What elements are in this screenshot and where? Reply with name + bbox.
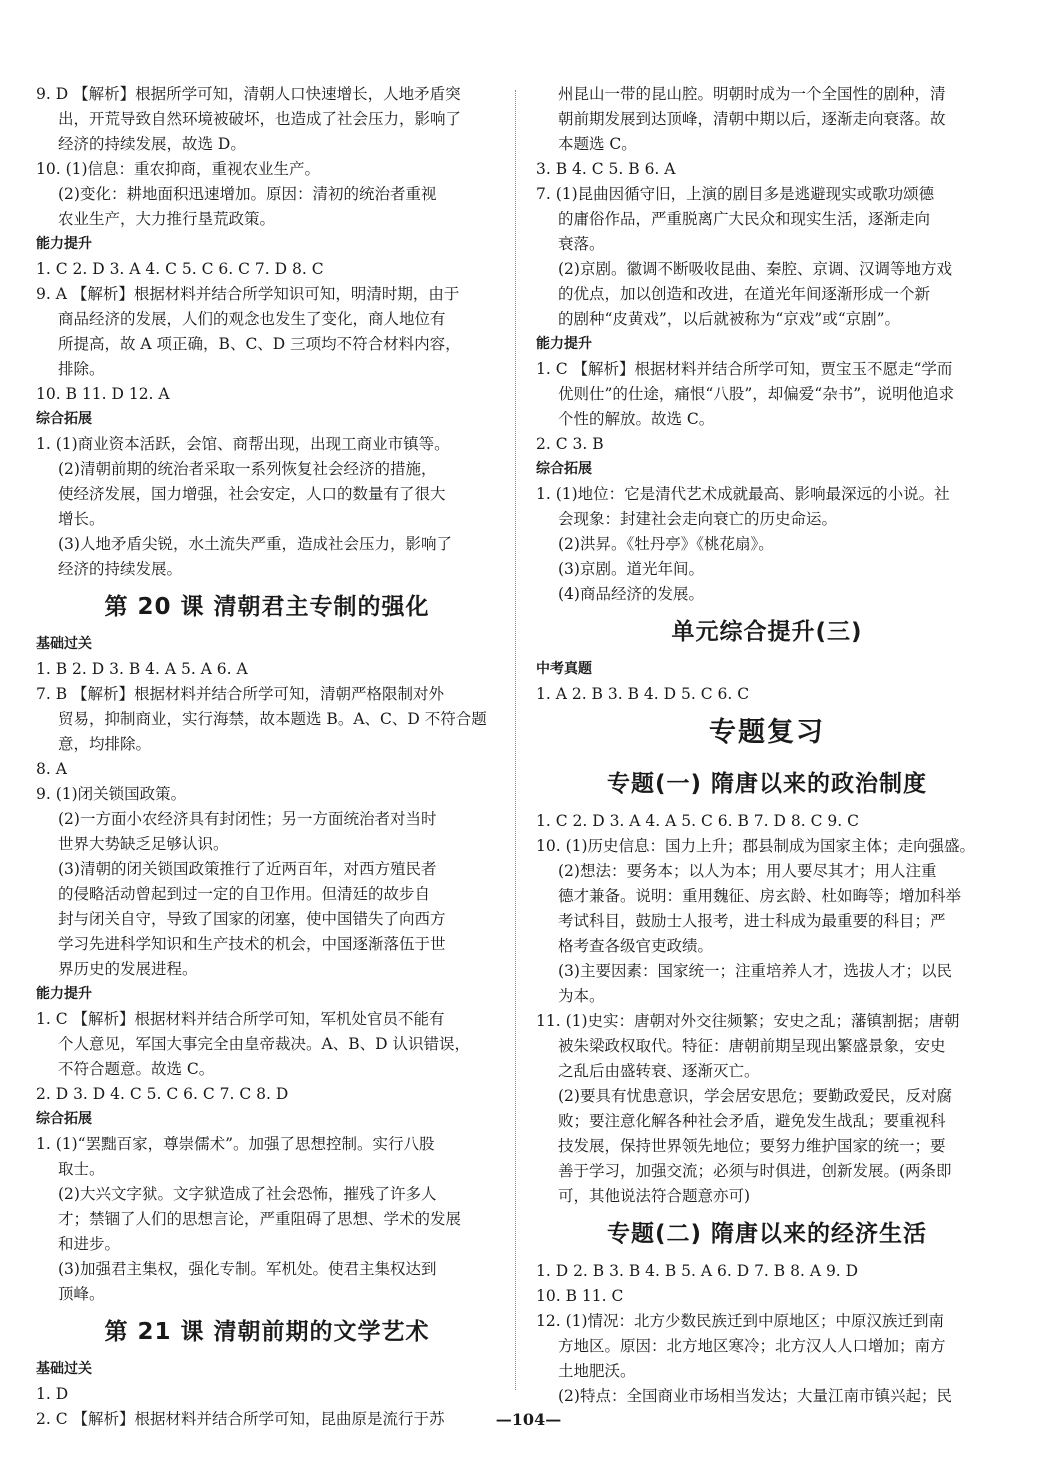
text-line: 商品经济的发展，人们的观念也发生了变化，商人地位有	[58, 310, 446, 328]
section-label: 中考真题	[536, 661, 592, 677]
left-column	[36, 82, 498, 1432]
text-line: 朝前期发展到达顶峰，清朝中期以后，逐渐走向衰落。故	[558, 110, 946, 128]
text-line: (4)商品经济的发展。	[558, 585, 704, 603]
section-label: 基础过关	[36, 1361, 92, 1377]
column-divider	[515, 90, 516, 1390]
text-line: 9. A 【解析】根据材料并结合所学知识可知，明清时期，由于	[36, 285, 460, 303]
text-line: 使经济发展，国力增强，社会安定，人口的数量有了很大	[58, 485, 446, 503]
text-line: (2)特点：全国商业市场相当发达；大量江南市镇兴起；民	[558, 1387, 952, 1405]
text-line: 世界大势缺乏足够认识。	[58, 835, 229, 853]
text-line: (3)清朝的闭关锁国政策推行了近两百年，对西方殖民者	[58, 860, 437, 878]
text-line: 1. A 2. B 3. B 4. D 5. C 6. C	[536, 685, 750, 703]
text-line: (3)主要因素：国家统一；注重培养人才，选拔人才；以民	[558, 962, 952, 980]
text-line: (2)想法：要务本；以人为本；用人要尽其才；用人注重	[558, 862, 937, 880]
text-line: 善于学习，加强交流；必须与时俱进，创新发展。(两条即	[558, 1162, 952, 1180]
text-line: 技发展，保持世界领先地位；要努力维护国家的统一；要	[558, 1137, 946, 1155]
text-line: 1. C 2. D 3. A 4. A 5. C 6. B 7. D 8. C 9. C	[536, 812, 859, 830]
text-line: (2)京剧。徽调不断吸收昆曲、秦腔、京调、汉调等地方戏	[558, 260, 952, 278]
section-label: 能力提升	[36, 986, 92, 1002]
text-line: 10. (1)历史信息：国力上升；郡县制成为国家主体；走向强盛。	[536, 837, 976, 855]
text-line: (2)清朝前期的统治者采取一系列恢复社会经济的措施，	[58, 460, 437, 478]
text-line: 的剧种“皮黄戏”，以后就被称为“京戏”或“京剧”。	[558, 310, 901, 328]
text-line: (2)变化：耕地面积迅速增加。原因：清初的统治者重视	[58, 185, 437, 203]
text-line: 的侵略活动曾起到过一定的自卫作用。但清廷的故步自	[58, 885, 431, 903]
text-line: 衰落。	[558, 235, 605, 253]
text-line: (3)加强君主集权，强化专制。军机处。使君主集权达到	[58, 1260, 437, 1278]
section-label: 能力提升	[536, 336, 592, 352]
text-line: 会现象：封建社会走向衰亡的历史命运。	[558, 510, 838, 528]
text-line: 德才兼备。说明：重用魏征、房玄龄、杜如晦等；增加科举	[558, 887, 962, 905]
text-line: 2. C 3. B	[536, 435, 604, 453]
text-line: (2)一方面小农经济具有封闭性；另一方面统治者对当时	[58, 810, 437, 828]
text-line: 被朱梁政权取代。特征：唐朝前期呈现出繁盛景象，安史	[558, 1037, 946, 1055]
text-line: 排除。	[58, 360, 105, 378]
text-line: 8. A	[36, 760, 67, 778]
text-line: (3)京剧。道光年间。	[558, 560, 704, 578]
text-line: 1. (1)地位：它是清代艺术成就最高、影响最深远的小说。社	[536, 485, 950, 503]
section-heading: 专题(二) 隋唐以来的经济生活	[606, 1221, 928, 1247]
section-label: 基础过关	[36, 636, 92, 652]
text-line: 顶峰。	[58, 1285, 105, 1303]
text-line: (2)要具有忧患意识，学会居安思危；要勤政爱民，反对腐	[558, 1087, 952, 1105]
text-line: 1. (1)商业资本活跃，会馆、商帮出现，出现工商业市镇等。	[36, 435, 450, 453]
text-line: 1. (1)“罢黜百家，尊崇儒术”。加强了思想控制。实行八股	[36, 1135, 435, 1153]
section-label: 综合拓展	[36, 1111, 92, 1127]
text-line: 个性的解放。故选 C。	[558, 410, 715, 428]
text-line: 10. B 11. C	[536, 1287, 624, 1305]
text-line: 优则仕”的仕途，痛恨“八股”，却偏爱“杂书”，说明他追求	[558, 385, 955, 403]
text-line: 之乱后由盛转衰、逐渐灭亡。	[558, 1062, 760, 1080]
text-line: (3)人地矛盾尖锐，水土流失严重，造成社会压力，影响了	[58, 535, 452, 553]
text-line: 12. (1)情况：北方少数民族迁到中原地区；中原汉族迁到南	[536, 1312, 945, 1330]
text-line: 7. (1)昆曲因循守旧，上演的剧目多是逃避现实或歌功颂德	[536, 185, 935, 203]
text-line: 才；禁锢了人们的思想言论，严重阻碍了思想、学术的发展	[58, 1210, 462, 1228]
text-line: 学习先进科学知识和生产技术的机会，中国逐渐落伍于世	[58, 935, 446, 953]
text-line: 州昆山一带的昆山腔。明朝时成为一个全国性的剧种，清	[558, 85, 946, 103]
text-line: 方地区。原因：北方地区寒冷；北方汉人人口增加；南方	[558, 1337, 946, 1355]
chapter-heading: 专题复习	[709, 717, 825, 748]
text-line: 1. C 【解析】根据材料并结合所学可知，军机处官员不能有	[36, 1010, 445, 1028]
text-line: 考试科目，鼓励士人报考，进士科成为最重要的科目；严	[558, 912, 946, 930]
text-line: 的优点，加以创造和改进，在道光年间逐渐形成一个新	[558, 285, 931, 303]
text-line: 2. C 【解析】根据材料并结合所学可知，昆曲原是流行于苏	[36, 1410, 445, 1428]
text-line: 1. C 【解析】根据材料并结合所学可知，贾宝玉不愿走“学而	[536, 360, 953, 378]
text-line: 农业生产，大力推行垦荒政策。	[58, 210, 276, 228]
section-heading: 专题(一) 隋唐以来的政治制度	[606, 771, 928, 797]
section-heading: 第 20 课 清朝君主专制的强化	[104, 594, 430, 620]
text-line: 1. C 2. D 3. A 4. C 5. C 6. C 7. D 8. C	[36, 260, 324, 278]
text-line: 经济的持续发展。	[58, 560, 183, 578]
section-heading: 第 21 课 清朝前期的文学艺术	[104, 1319, 430, 1345]
text-line: (2)大兴文字狱。文字狱造成了社会恐怖，摧残了许多人	[58, 1185, 437, 1203]
text-line: 个人意见，军国大事完全由皇帝裁决。A、B、D 认识错误，	[58, 1035, 470, 1053]
page-number: —104—	[495, 1410, 562, 1429]
text-line: 封与闭关自守，导致了国家的闭塞，使中国错失了向西方	[58, 910, 446, 928]
text-line: 1. D	[36, 1385, 69, 1403]
section-label: 综合拓展	[536, 461, 592, 477]
text-line: 11. (1)史实：唐朝对外交往频繁；安史之乱；藩镇割据；唐朝	[536, 1012, 960, 1030]
text-line: 2. D 3. D 4. C 5. C 6. C 7. C 8. D	[36, 1085, 289, 1103]
text-line: 9. D 【解析】根据所学可知，清朝人口快速增长，人地矛盾突	[36, 85, 461, 103]
text-line: 取士。	[58, 1160, 105, 1178]
text-line: 经济的持续发展，故选 D。	[58, 135, 246, 153]
right-column	[536, 82, 998, 1409]
text-line: 不符合题意。故选 C。	[58, 1060, 215, 1078]
text-line: 意，均排除。	[58, 735, 152, 753]
text-line: (2)洪昇。《牡丹亭》《桃花扇》。	[558, 535, 774, 553]
text-line: 贸易，抑制商业，实行海禁，故本题选 B。A、C、D 不符合题	[58, 710, 487, 728]
text-line: 本题选 C。	[558, 135, 637, 153]
text-line: 败；要注意化解各种社会矛盾，避免发生战乱；要重视科	[558, 1112, 946, 1130]
text-line: 1. B 2. D 3. B 4. A 5. A 6. A	[36, 660, 248, 678]
text-line: 出，开荒导致自然环境被破坏，也造成了社会压力，影响了	[58, 110, 462, 128]
text-line: 3. B 4. C 5. B 6. A	[536, 160, 676, 178]
text-line: 的庸俗作品，严重脱离广大民众和现实生活，逐渐走向	[558, 210, 931, 228]
text-line: 9. (1)闭关锁国政策。	[36, 785, 187, 803]
text-line: 界历史的发展进程。	[58, 960, 198, 978]
text-line: 所提高，故 A 项正确，B、C、D 三项均不符合材料内容，	[58, 335, 461, 353]
text-line: 7. B 【解析】根据材料并结合所学可知，清朝严格限制对外	[36, 685, 445, 703]
text-line: 可，其他说法符合题意亦可)	[558, 1187, 751, 1205]
text-line: 为本。	[558, 987, 605, 1005]
text-line: 格考查各级官吏政绩。	[558, 937, 714, 955]
section-label: 综合拓展	[36, 411, 92, 427]
text-line: 增长。	[58, 510, 105, 528]
text-line: 10. B 11. D 12. A	[36, 385, 170, 403]
text-line: 10. (1)信息：重农抑商，重视农业生产。	[36, 160, 321, 178]
section-heading: 单元综合提升(三)	[671, 619, 863, 645]
section-label: 能力提升	[36, 236, 92, 252]
text-line: 和进步。	[58, 1235, 121, 1253]
text-line: 1. D 2. B 3. B 4. B 5. A 6. D 7. B 8. A 9. D	[536, 1262, 859, 1280]
text-line: 土地肥沃。	[558, 1362, 636, 1380]
